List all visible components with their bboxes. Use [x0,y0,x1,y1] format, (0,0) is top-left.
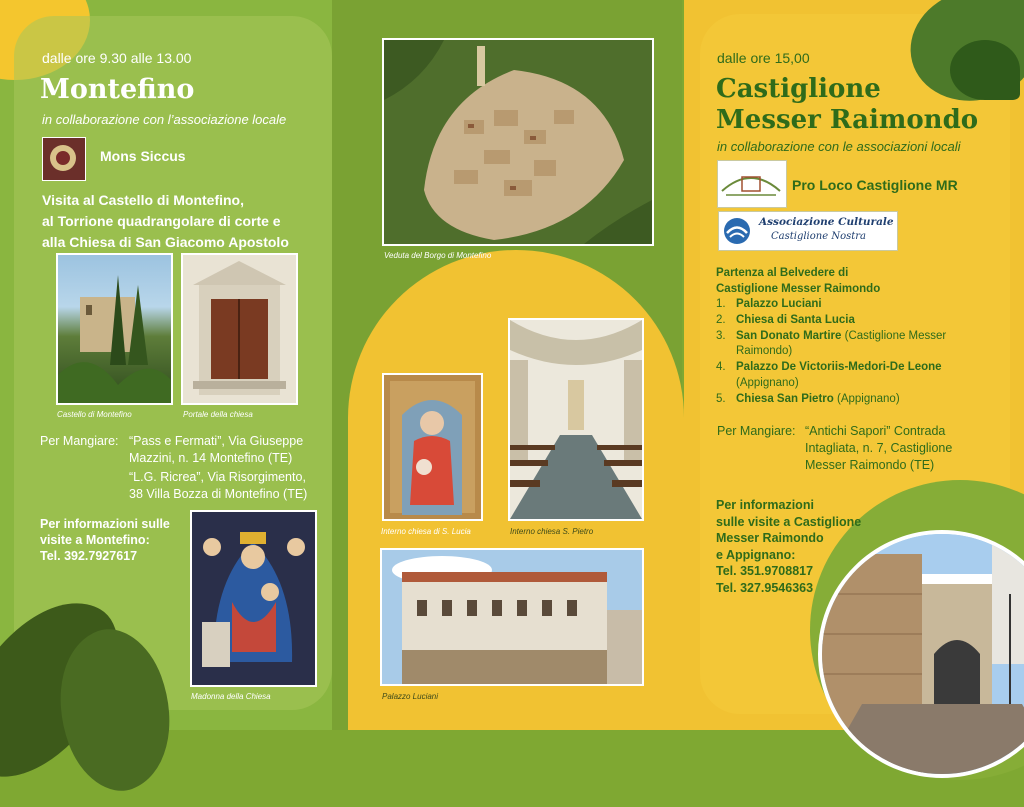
church-portal-photo [181,253,298,405]
visit-line: al Torrione quadrangolare di corte e [42,213,281,229]
left-eat-label: Per Mangiare: [40,434,119,448]
assoc-line1: Associazione Culturale [759,216,894,228]
pro-loco-name: Pro Loco Castiglione MR [792,177,958,193]
info-line: e Appignano: [716,547,796,562]
caption-santa-lucia: Interno chiesa di S. Lucia [381,527,471,536]
mons-siccus-logo [42,137,86,181]
info-phone: Tel. 392.7927617 [40,549,138,563]
assoc-line2: Castiglione Nostra [771,231,866,242]
wave-logo-icon [722,216,752,246]
visit-line: alla Chiesa di San Giacomo Apostolo [42,234,289,250]
caption-castle: Castello di Montefino [57,410,132,419]
item-number: 3. [716,329,726,342]
item-place: Chiesa di Santa Lucia [736,313,855,326]
itinerary-item [716,313,1006,329]
start-line: Castiglione Messer Raimondo [716,283,881,295]
left-info [40,516,170,564]
left-collab: in collaborazione con l’associazione locale [42,112,287,127]
info-line: Per informazioni sulle [40,517,170,531]
right-start [716,265,880,297]
left-assoc-name: Mons Siccus [100,148,186,164]
itinerary-item [716,376,1006,392]
item-place: Palazzo De Victoriis-Medori-De Leone [736,361,942,374]
eat-line: “L.G. Ricrea”, Via Risorgimento, [129,470,306,484]
eat-line: Messer Raimondo (TE) [805,458,935,472]
info-phone: Tel. 327.9546363 [716,580,814,595]
santa-lucia-fresco-photo [382,373,483,521]
right-collab: in collaborazione con le associazioni locali [717,139,961,154]
item-note: (Castiglione Messer [841,329,947,342]
right-title [716,74,978,136]
left-visit-text [42,190,289,253]
left-time: dalle ore 9.30 alle 13.00 [42,50,192,66]
right-time: dalle ore 15,00 [717,50,810,66]
item-note: Raimondo) [736,345,793,358]
visit-line: Visita al Castello di Montefino, [42,192,244,208]
aerial-village-photo [382,38,654,246]
item-place: Chiesa San Pietro [736,392,834,405]
itinerary-item [716,297,1006,313]
item-number: 5. [716,392,726,405]
caption-aerial: Veduta del Borgo di Montefino [384,251,492,260]
item-note: (Appignano) [736,376,799,389]
eat-line: Mazzini, n. 14 Montefino (TE) [129,451,293,465]
left-eat-list [129,433,307,503]
pro-loco-logo [717,160,787,208]
eat-line: 38 Villa Bozza di Montefino (TE) [129,487,308,501]
itinerary-item [716,360,1006,376]
info-line: sulle visite a Castiglione [716,514,862,529]
right-eat-list [805,423,952,474]
caption-san-pietro: Interno chiesa S. Pietro [510,527,594,536]
palazzo-luciani-photo [380,548,644,686]
right-info [716,497,861,596]
itinerary-item [716,392,1006,408]
right-title-line: Castiglione [716,74,881,104]
san-pietro-interior-photo [508,318,644,521]
itinerary-item [716,344,1006,360]
castle-photo [56,253,173,405]
castiglione-nostra-logo [718,211,898,251]
eat-line: Intagliata, n. 7, Castiglione [805,441,953,455]
item-number: 1. [716,298,726,310]
left-title: Montefino [40,74,195,105]
caption-madonna: Madonna della Chiesa [191,692,271,701]
right-eat-label: Per Mangiare: [717,424,796,438]
info-line: visite a Montefino: [40,533,150,547]
item-number: 2. [716,313,726,326]
item-place: Palazzo Luciani [736,298,822,310]
caption-palazzo-luciani: Palazzo Luciani [382,692,439,701]
caption-portal: Portale della chiesa [183,410,253,419]
start-line: Partenza al Belvedere di [716,267,849,279]
madonna-photo [190,510,317,687]
eat-line: “Pass e Fermati”, Via Giuseppe [129,434,304,448]
info-line: Per informazioni [716,498,814,512]
item-place: San Donato Martire [736,329,842,342]
eat-line: “Antichi Sapori” Contrada [805,424,946,438]
itinerary-item [716,329,1006,345]
right-title-line: Messer Raimondo [716,105,979,135]
item-number: 4. [716,361,726,374]
item-note: (Appignano) [833,392,900,405]
info-line: Messer Raimondo [716,531,824,545]
itinerary-list [716,297,1006,408]
info-phone: Tel. 351.9708817 [716,564,814,578]
